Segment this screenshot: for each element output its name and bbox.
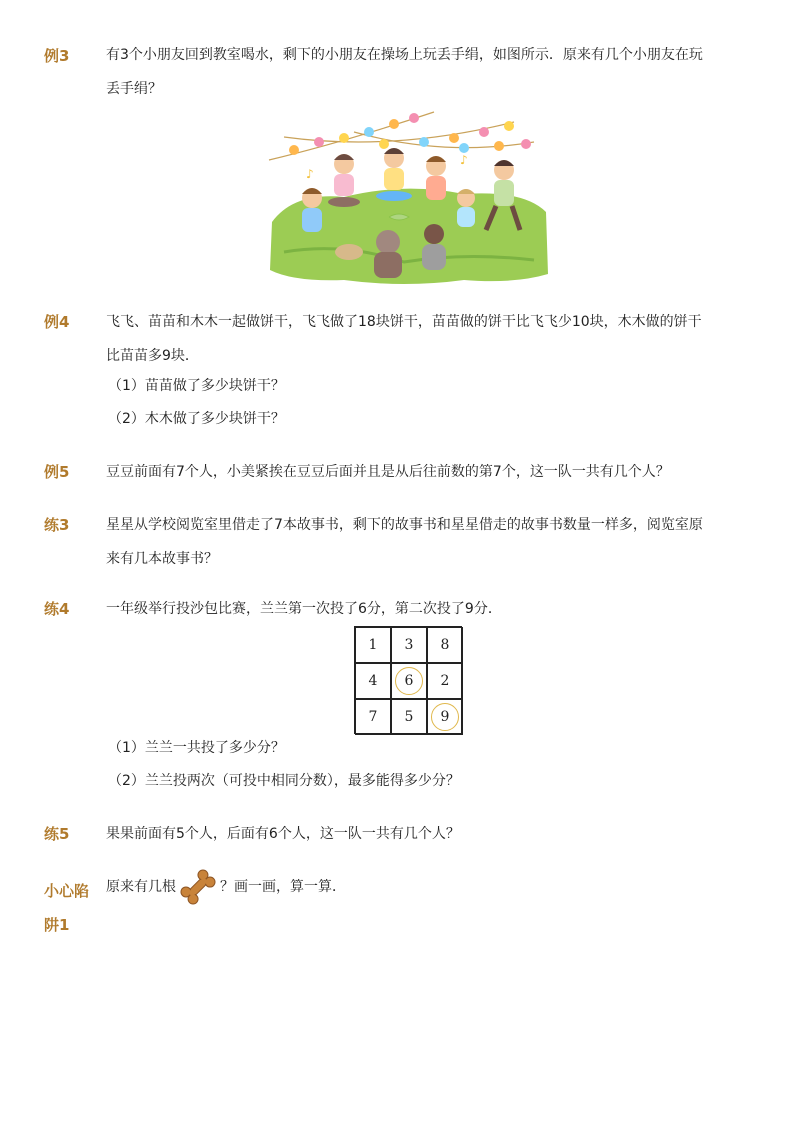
trap1-text-before: 原来有几根 <box>106 879 176 895</box>
pr3-text <box>106 508 726 576</box>
pr4-question-2: （2）兰兰投两次（可投中相同分数），最多能得多少分？ <box>108 773 460 789</box>
grid-cell: 4 <box>355 663 391 699</box>
pr4-text <box>106 592 726 626</box>
ex4-question-1: （1）苗苗做了多少块饼干？ <box>108 378 285 394</box>
ex3-label: 例3 <box>44 47 70 65</box>
svg-text:♪: ♪ <box>460 153 468 167</box>
ex4-line2: 比苗苗多9块． <box>106 348 199 364</box>
trap1-text-after: ？画一画，算一算． <box>220 879 346 895</box>
trap1-text <box>106 864 726 910</box>
ex4-text <box>106 305 726 373</box>
ex4-line1: 飞飞、苗苗和木木一起做饼干，飞飞做了18块饼干，苗苗做的饼干比飞飞少10块，木木做的饼干 <box>106 314 702 330</box>
score-grid <box>354 626 462 734</box>
grid-cell: 6 <box>391 663 427 699</box>
grid-cell: 9 <box>427 699 463 735</box>
pr5-label: 练5 <box>44 825 70 843</box>
pr5-line1: 果果前面有5个人，后面有6个人，这一队一共有几个人？ <box>106 826 460 842</box>
pr3-line1: 星星从学校阅览室里借走了7本故事书，剩下的故事书和星星借走的故事书数量一样多，阅览室原 <box>106 517 703 533</box>
grid-cell: 7 <box>355 699 391 735</box>
ex4-question-2: （2）木木做了多少块饼干？ <box>108 411 285 427</box>
children-playing-illustration <box>264 102 550 287</box>
grid-cell: 3 <box>391 627 427 663</box>
trap1-label <box>44 874 100 942</box>
grid-cell: 2 <box>427 663 463 699</box>
pr4-question-1: （1）兰兰一共投了多少分？ <box>108 740 285 756</box>
trap1-label-line2: 阱1 <box>44 916 70 934</box>
ex3-text <box>106 38 726 106</box>
pr3-label: 练3 <box>44 516 70 534</box>
bone-icon <box>178 867 218 907</box>
grid-cell: 8 <box>427 627 463 663</box>
ex5-label: 例5 <box>44 463 70 481</box>
trap1-label-line1: 小心陷 <box>44 882 90 900</box>
ex4-label: 例4 <box>44 313 70 331</box>
ex5-line1: 豆豆前面有7个人，小美紧挨在豆豆后面并且是从后往前数的第7个，这一队一共有几个人？ <box>106 464 670 480</box>
pr4-label: 练4 <box>44 600 70 618</box>
svg-text:♪: ♪ <box>306 167 314 181</box>
ex3-line1: 有3个小朋友回到教室喝水，剩下的小朋友在操场上玩丢手绢，如图所示．原来有几个小朋友在玩 <box>106 47 703 63</box>
grid-cell: 5 <box>391 699 427 735</box>
ex5-text <box>106 455 726 489</box>
ex3-line2: 丢手绢？ <box>106 81 162 97</box>
pr3-line2: 来有几本故事书？ <box>106 551 218 567</box>
pr4-line1: 一年级举行投沙包比赛，兰兰第一次投了6分，第二次投了9分． <box>106 601 502 617</box>
grid-cell: 1 <box>355 627 391 663</box>
pr5-text <box>106 817 726 851</box>
